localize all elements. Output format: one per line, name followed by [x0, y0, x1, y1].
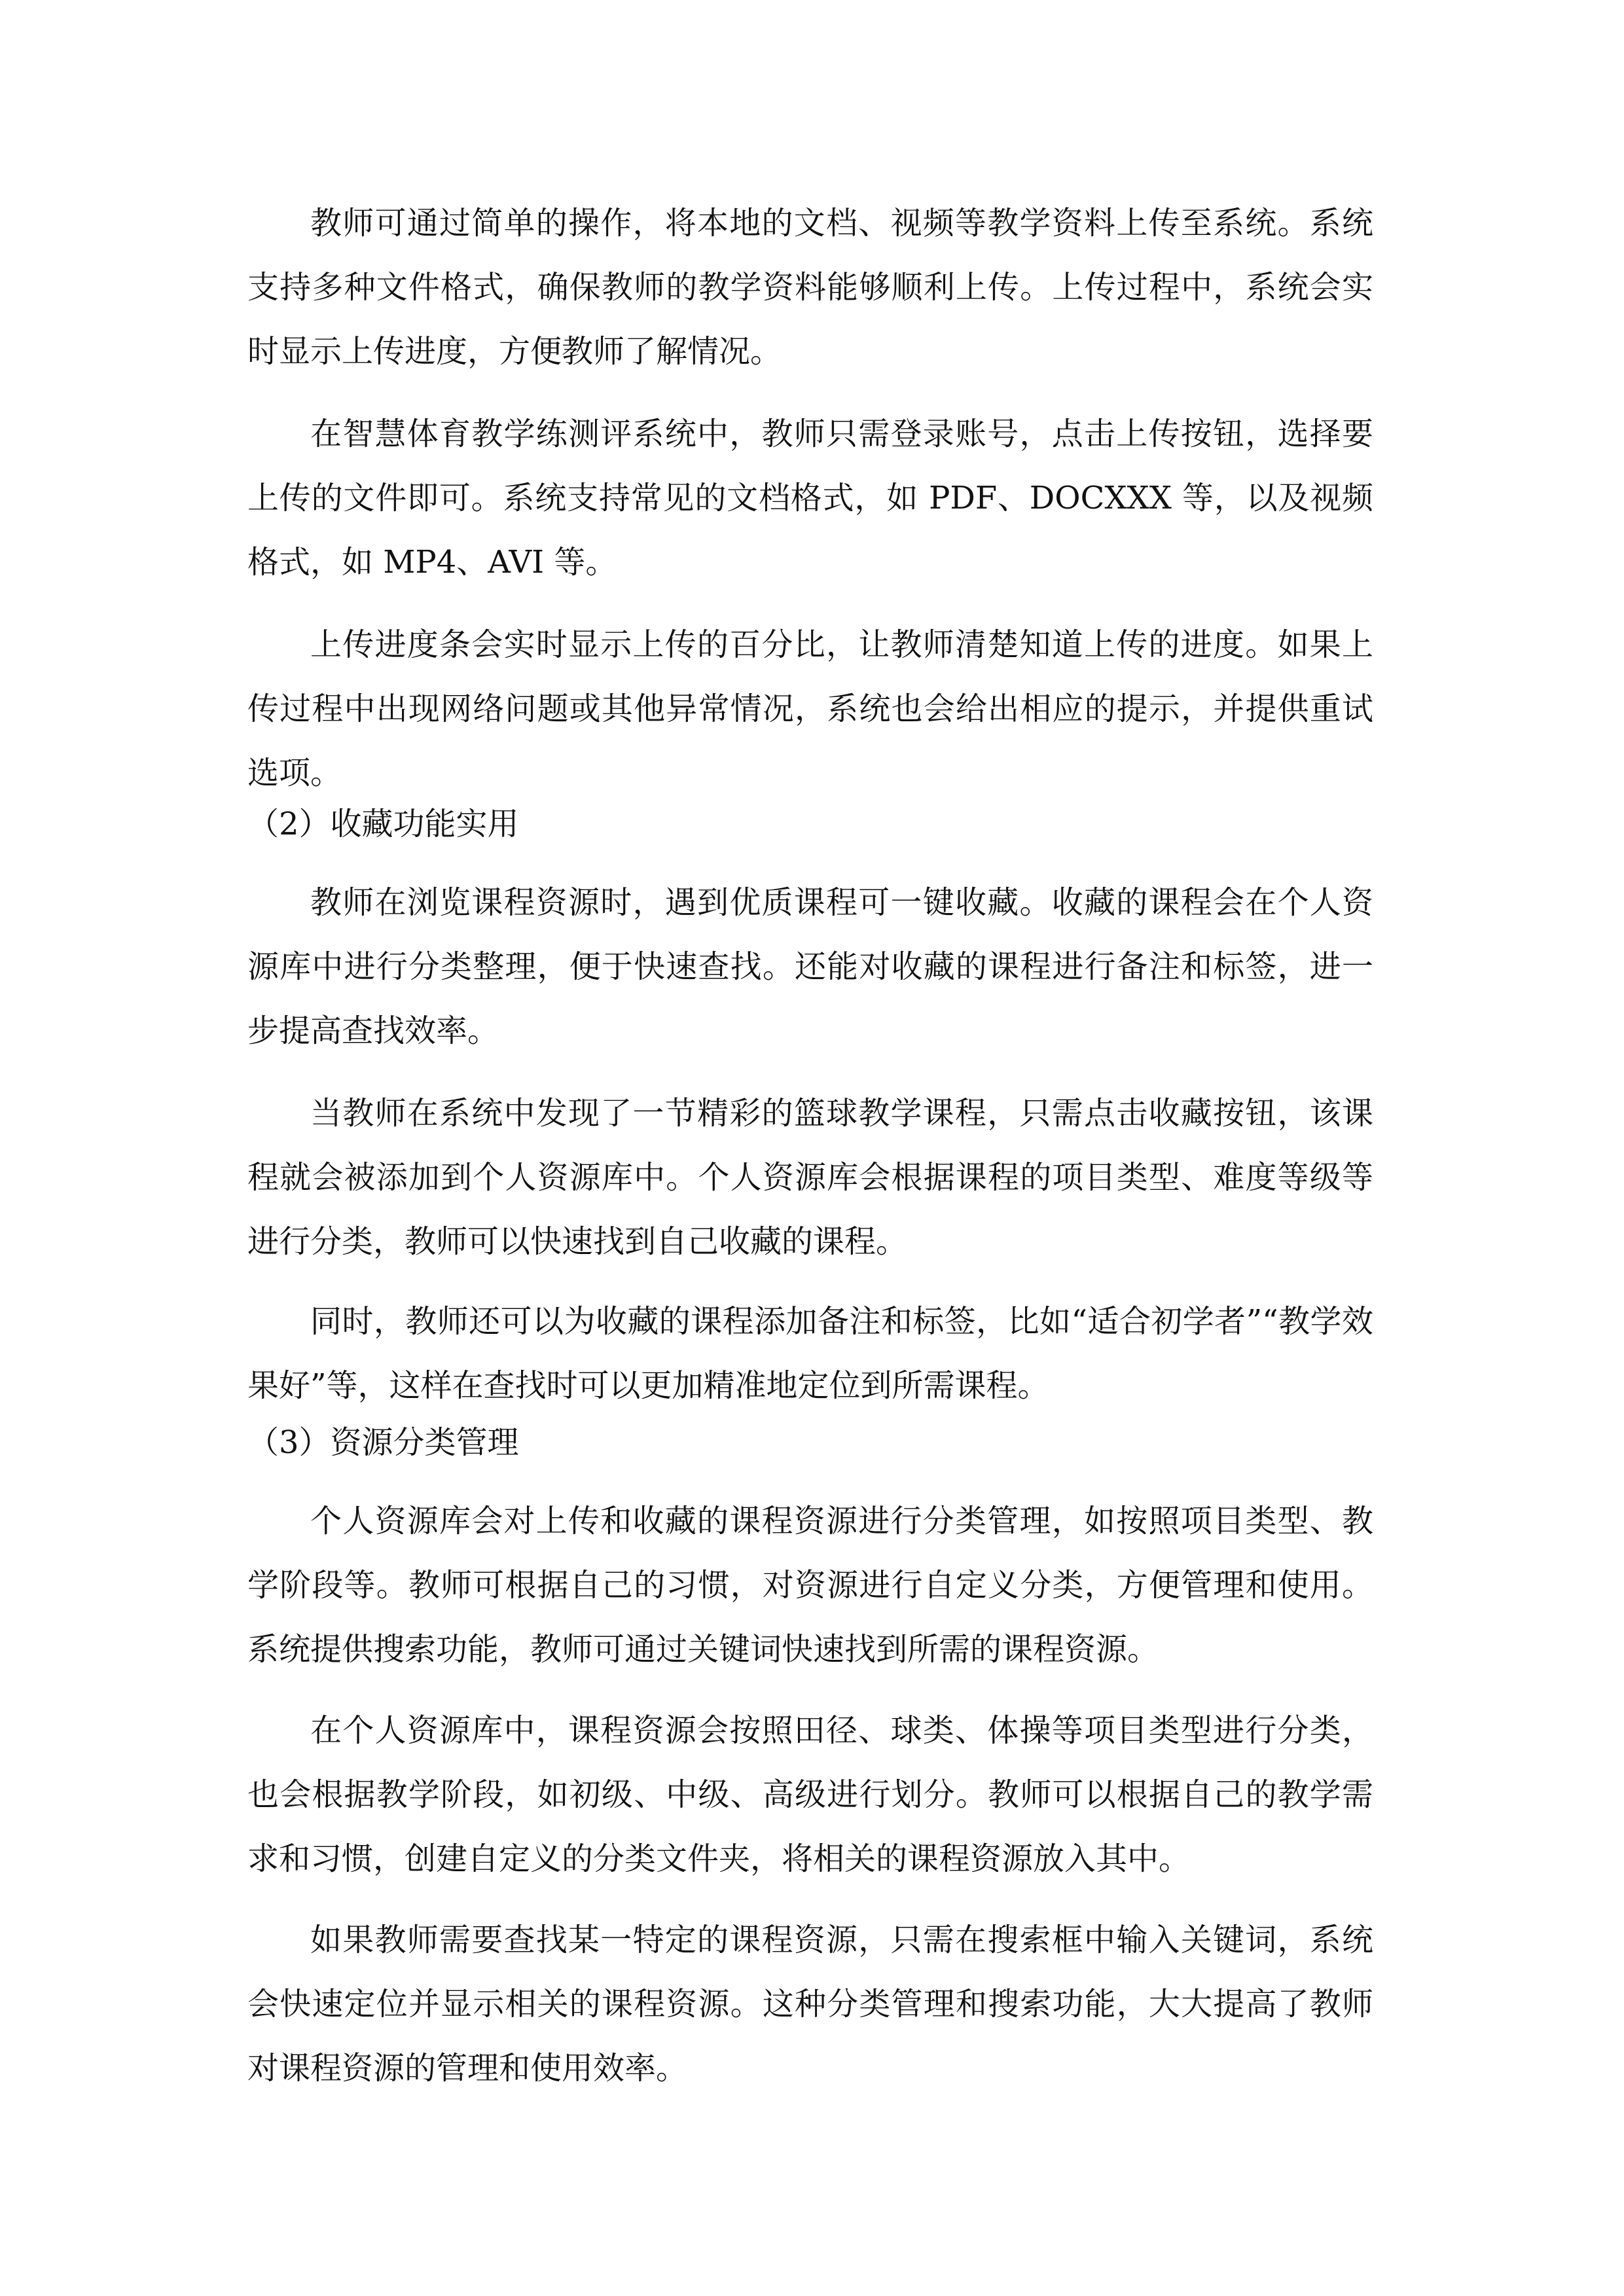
- paragraph-upload-steps: 在智慧体育教学练测评系统中，教师只需登录账号，点击上传按钮，选择要上传的文件即可。系统支持常见的文档格式，如 PDF、DOCXXX 等，以及视频格式，如 MP4、AVI 等。: [247, 416, 1373, 581]
- paragraph-classification-overview: 个人资源库会对上传和收藏的课程资源进行分类管理，如按照项目类型、教学阶段等。教师可根据自己的习惯，对资源进行自定义分类，方便管理和使用。系统提供搜索功能，教师可通过关键词快速找到所需的课程资源。: [247, 1503, 1373, 1668]
- paragraph-favorites-tags: 同时，教师还可以为收藏的课程添加备注和标签，比如“适合初学者”“教学效果好”等，这样在查找时可以更加精准地定位到所需课程。: [247, 1303, 1373, 1404]
- section-heading-classification: （3）资源分类管理: [247, 1424, 519, 1461]
- section-heading-favorites: （2）收藏功能实用: [247, 806, 519, 842]
- paragraph-classification-detail: 在个人资源库中，课程资源会按照田径、球类、体操等项目类型进行分类，也会根据教学阶段，如初级、中级、高级进行划分。教师可以根据自己的教学需求和习惯，创建自定义的分类文件夹，将相关的课程资源放入其中。: [247, 1712, 1373, 1877]
- paragraph-favorites-overview: 教师在浏览课程资源时，遇到优质课程可一键收藏。收藏的课程会在个人资源库中进行分类整理，便于快速查找。还能对收藏的课程进行备注和标签，进一步提高查找效率。: [247, 884, 1373, 1049]
- paragraph-search-function: 如果教师需要查找某一特定的课程资源，只需在搜索框中输入关键词，系统会快速定位并显示相关的课程资源。这种分类管理和搜索功能，大大提高了教师对课程资源的管理和使用效率。: [247, 1922, 1373, 2087]
- paragraph-upload-progress: 上传进度条会实时显示上传的百分比，让教师清楚知道上传的进度。如果上传过程中出现网络问题或其他异常情况，系统也会给出相应的提示，并提供重试选项。: [247, 626, 1373, 791]
- paragraph-upload-overview: 教师可通过简单的操作，将本地的文档、视频等教学资料上传至系统。系统支持多种文件格式，确保教师的教学资料能够顺利上传。上传过程中，系统会实时显示上传进度，方便教师了解情况。: [247, 205, 1373, 370]
- paragraph-favorites-example: 当教师在系统中发现了一节精彩的篮球教学课程，只需点击收藏按钮，该课程就会被添加到个人资源库中。个人资源库会根据课程的项目类型、难度等级等进行分类，教师可以快速找到自己收藏的课程。: [247, 1095, 1373, 1260]
